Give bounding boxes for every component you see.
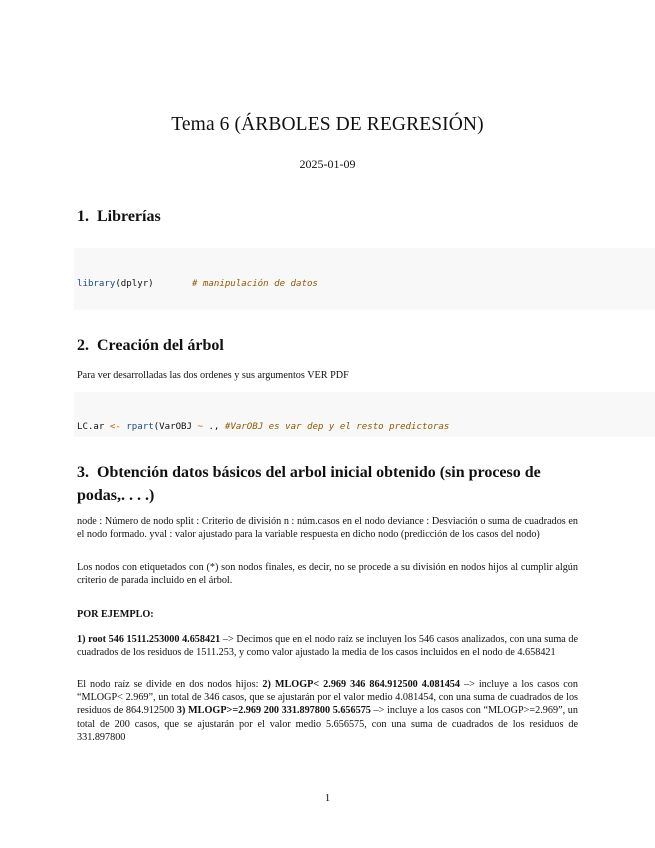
paragraph-example-heading: POR EJEMPLO:: [77, 609, 154, 620]
code-block-libraries: [74, 248, 655, 310]
section-heading-1: [77, 205, 582, 228]
section-heading-2: [77, 334, 582, 357]
page-number: 1: [324, 792, 331, 804]
section-title: Creación del árbol: [97, 337, 224, 354]
document-date: 2025-01-09: [299, 157, 356, 171]
section-heading-3: [77, 461, 582, 507]
paragraph-child-nodes: El nodo raíz se divide en dos nodos hijos: 2) MLOGP< 2.969 346 864.912500 4.081454 –> incluye a los casos con “MLOGP< 2.969”, un total de 346 casos, que se ajustarán por el valor medio 4.081454, con una suma de cuadrados de los residuos de 864.912500 3) MLOGP>=2.969 200 331.897800 5.656575 –> incluye a los casos con “MLOGP>=2.969”, un total de 200 casos, que se ajustarán por el valor medio 5.656575, con una suma de cuadrados de los residuos de 331.897800: [77, 679, 578, 743]
section-title: Obtención datos básicos del arbol inicial obtenido (sin proceso de podas,. . . .): [77, 464, 541, 504]
section-number: 1.: [77, 208, 89, 225]
paragraph-root-node: 1) root 546 1511.253000 4.658421 –> Decimos que en el nodo raíz se incluyen los 546 casos analizados, con una suma de cuadrados de los residuos de 1511.253, y como valor ajustado la media de los casos incluidos en el nodo de 4.658421: [77, 634, 578, 659]
section-number: 3.: [77, 464, 89, 481]
code-line: LC.ar <- rpart(VarOBJ ~ ., #VarOBJ es var dep y el resto predictoras: [77, 422, 450, 432]
section-number: 2.: [77, 337, 89, 354]
code-line: library(dplyr) # manipulación de datos: [77, 279, 318, 289]
paragraph-intro: Para ver desarrolladas las dos ordenes y sus argumentos VER PDF: [77, 370, 349, 381]
code-block-rpart: [74, 392, 655, 437]
document-title: Tema 6 (ÁRBOLES DE REGRESIÓN): [171, 114, 484, 135]
paragraph-final-nodes: Los nodos con etiquetados con (*) son nodos finales, es decir, no se procede a su división en nodos hijos al cumplir algún criterio de parada incluido en el árbol.: [77, 562, 578, 587]
section-title: Librerías: [97, 208, 161, 225]
paragraph-definitions: node : Número de nodo split : Criterio de división n : núm.casos en el nodo deviance : Desviación o suma de cuadrados en el nodo formado. yval : valor ajustado para la variable respuesta en dicho nodo (predicción de los casos del nodo): [77, 516, 578, 541]
